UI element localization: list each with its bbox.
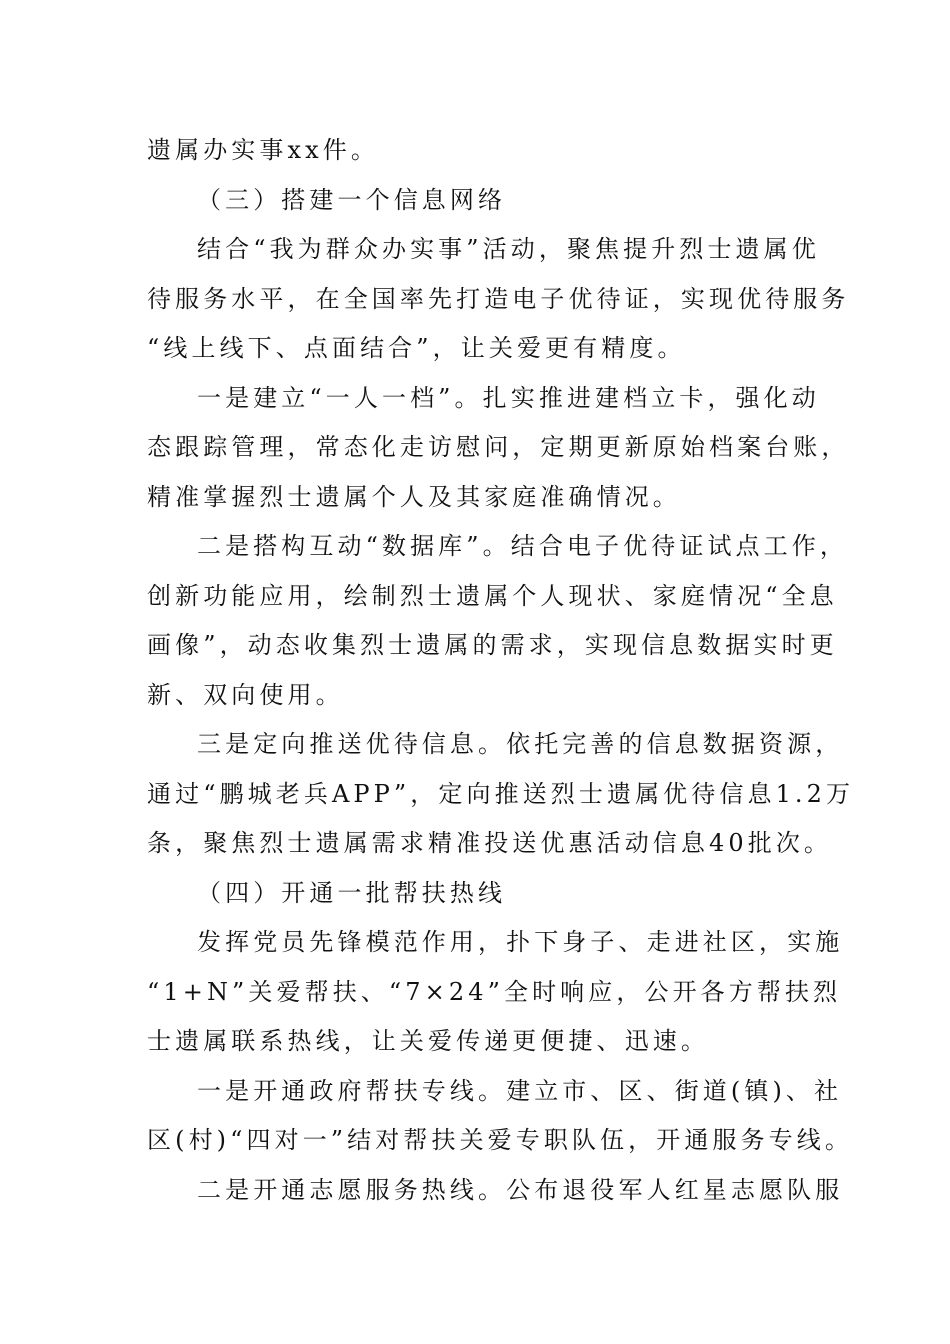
- body-line: 士遗属联系热线，让关爱传递更便捷、迅速。: [147, 1027, 709, 1055]
- paragraph-start-line: 发挥党员先锋模范作用，扑下身子、走进社区，实施: [197, 928, 844, 956]
- body-line: “线上线下、点面结合”，让关爱更有精度。: [147, 334, 686, 362]
- section-heading-four: （四）开通一批帮扶热线: [197, 878, 507, 907]
- document-body: [147, 126, 855, 1215]
- section-heading-three: （三）搭建一个信息网络: [197, 185, 507, 214]
- body-line: 画像”，动态收集烈士遗属的需求，实现信息数据实时更: [147, 631, 838, 659]
- body-line: 新、双向使用。: [147, 680, 344, 709]
- paragraph-start-line: 二是搭构互动“数据库”。结合电子优待证试点工作，: [197, 532, 848, 560]
- body-line: 遗属办实事xx件。: [147, 136, 379, 164]
- body-line: 精准掌握烈士遗属个人及其家庭准确情况。: [147, 482, 681, 511]
- body-line: “1+N”关爱帮扶、“7×24”全时响应，公开各方帮扶烈: [147, 977, 842, 1006]
- body-line: 态跟踪管理，常态化走访慰问，定期更新原始档案台账，: [147, 433, 850, 461]
- paragraph-start-line: 一是建立“一人一档”。扎实推进建档立卡，强化动: [197, 383, 820, 412]
- paragraph-start-line: 一是开通政府帮扶专线。建立市、区、街道(镇)、社: [197, 1076, 843, 1105]
- body-line: 通过“鹏城老兵APP”，定向推送烈士遗属优待信息1.2万: [147, 779, 855, 808]
- body-line: 区(村)“四对一”结对帮扶关爱专职队伍，开通服务专线。: [147, 1126, 853, 1154]
- paragraph-start-line: 结合“我为群众办实事”活动，聚焦提升烈士遗属优: [197, 235, 820, 263]
- body-line: 创新功能应用，绘制烈士遗属个人现状、家庭情况“全息: [147, 581, 838, 610]
- body-line: 条，聚焦烈士遗属需求精准投送优惠活动信息40批次。: [147, 829, 833, 857]
- body-line: 待服务水平，在全国率先打造电子优待证，实现优待服务: [147, 284, 850, 313]
- paragraph-start-line: 三是定向推送优待信息。依托完善的信息数据资源，: [197, 730, 844, 758]
- paragraph-start-line: 二是开通志愿服务热线。公布退役军人红星志愿队服: [197, 1175, 844, 1204]
